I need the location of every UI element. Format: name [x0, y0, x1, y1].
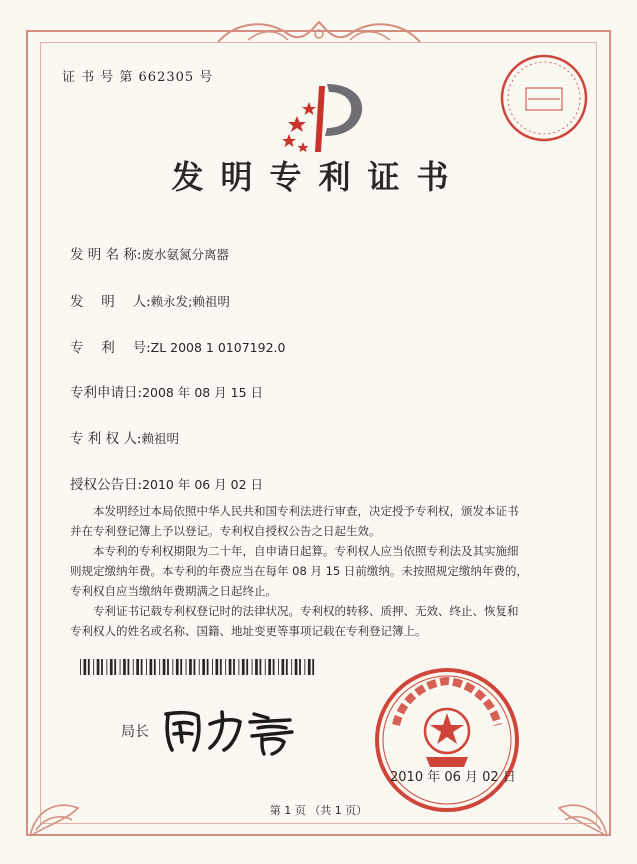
certificate-number: 证 书 号 第 662305 号 [62, 70, 214, 85]
barcode-bar [123, 659, 126, 675]
top-ornament [208, 14, 430, 50]
barcode-bar [186, 659, 187, 675]
body-line: 本专利的专利权期限为二十年，自申请日起算。专利权人应当依照专利法及其实施细 [70, 544, 519, 558]
barcode-bar [154, 659, 156, 675]
application-date-value: 2008 年 08 月 15 日 [142, 385, 264, 400]
sipo-logo [275, 80, 375, 158]
barcode-bar [242, 659, 245, 675]
barcode-bar [128, 659, 130, 675]
barcode-bar [268, 659, 271, 675]
barcode-bar [84, 659, 87, 675]
barcode-bar [199, 659, 200, 675]
body-line: 并在专利登记簿上予以登记。专利权自授权公告之日起生效。 [70, 524, 381, 538]
barcode-bar [212, 659, 213, 675]
barcode-bar [110, 659, 113, 675]
barcode-bar [163, 659, 166, 675]
barcode-bar [172, 659, 173, 675]
barcode-bar [312, 659, 314, 675]
body-line: 则规定缴纳年费。本专利的年费应当在每年 08 月 15 日前缴纳。未按照规定缴纳年费的， [70, 564, 528, 578]
barcode-bar [291, 659, 292, 675]
barcode-bar [202, 659, 205, 675]
barcode-bar [238, 659, 239, 675]
barcode-bar [278, 659, 279, 675]
barcode-bar [159, 659, 160, 675]
barcode-bar [233, 659, 235, 675]
barcode-bar [180, 659, 182, 675]
patentee-label: 专 利 权 人: [70, 431, 142, 447]
barcode-bar [207, 659, 209, 675]
barcode-bar [220, 659, 222, 675]
stamp-date: 2010 年 06 月 02 日 [390, 770, 516, 785]
agency-stamp [498, 52, 590, 144]
barcode-bar [216, 659, 219, 675]
barcode-bar [273, 659, 275, 675]
barcode-bar [146, 659, 147, 675]
barcode-bar [308, 659, 311, 675]
patentee-value: 赖祖明 [141, 431, 179, 446]
barcode [80, 659, 316, 675]
field-patentee [70, 427, 179, 447]
barcode-bar [88, 659, 90, 675]
grant-date-label: 授权公告日: [70, 477, 143, 493]
barcode-bar [194, 659, 196, 675]
barcode-bar [133, 659, 134, 675]
barcode-bar [295, 659, 298, 675]
barcode-bar [282, 659, 285, 675]
barcode-bar [120, 659, 121, 675]
barcode-bar [136, 659, 139, 675]
body-text [70, 501, 550, 641]
barcode-bar [167, 659, 169, 675]
barcode-bar [252, 659, 253, 675]
barcode-bar [150, 659, 153, 675]
barcode-bar [189, 659, 192, 675]
patent-number-value: ZL 2008 1 0107192.0 [150, 340, 286, 355]
director-signature [158, 700, 298, 756]
application-date-label: 专利申请日: [70, 385, 143, 401]
field-grant-announcement-date [70, 473, 263, 493]
barcode-bar [141, 659, 143, 675]
body-line: 专利权人的姓名或名称、国籍、地址变更等事项记载在专利登记簿上。 [70, 624, 427, 638]
official-seal [372, 665, 522, 815]
body-line: 专利证书记载专利权登记时的法律状况。专利权的转移、质押、无效、终止、恢复和 [70, 604, 519, 618]
barcode-bar [229, 659, 232, 675]
barcode-bar [114, 659, 116, 675]
invention-name-label: 发 明 名 称: [70, 247, 142, 263]
field-patent-number [70, 336, 285, 356]
barcode-bar [101, 659, 103, 675]
barcode-bar [286, 659, 288, 675]
barcode-bar [260, 659, 262, 675]
inventor-value: 赖永发;赖祖明 [150, 294, 230, 309]
certificate-title: 发明专利证书 [171, 158, 466, 196]
barcode-bar [106, 659, 107, 675]
body-line: 本发明经过本局依照中华人民共和国专利法进行审查，决定授予专利权，颁发本证书 [70, 504, 519, 518]
field-invention-name [70, 243, 229, 263]
field-inventor [70, 290, 230, 310]
barcode-bar [255, 659, 258, 675]
barcode-bar [80, 659, 81, 675]
page-number: 第 1 页 （共 1 页） [269, 804, 368, 817]
barcode-bar [299, 659, 301, 675]
barcode-bar [265, 659, 266, 675]
barcode-bar [176, 659, 179, 675]
barcode-bar [246, 659, 248, 675]
inventor-label: 发 明 人: [70, 294, 151, 310]
barcode-bar [93, 659, 94, 675]
barcode-bar [304, 659, 305, 675]
body-line: 专利权自应当缴纳年费期满之日起终止。 [70, 584, 277, 598]
barcode-bar [97, 659, 100, 675]
grant-date-value: 2010 年 06 月 02 日 [142, 477, 264, 492]
invention-name-value: 废水氨氮分离器 [141, 247, 229, 262]
director-label: 局长 [121, 724, 149, 740]
barcode-bar [225, 659, 226, 675]
field-application-date [70, 381, 263, 401]
patent-number-label: 专 利 号: [70, 340, 151, 356]
